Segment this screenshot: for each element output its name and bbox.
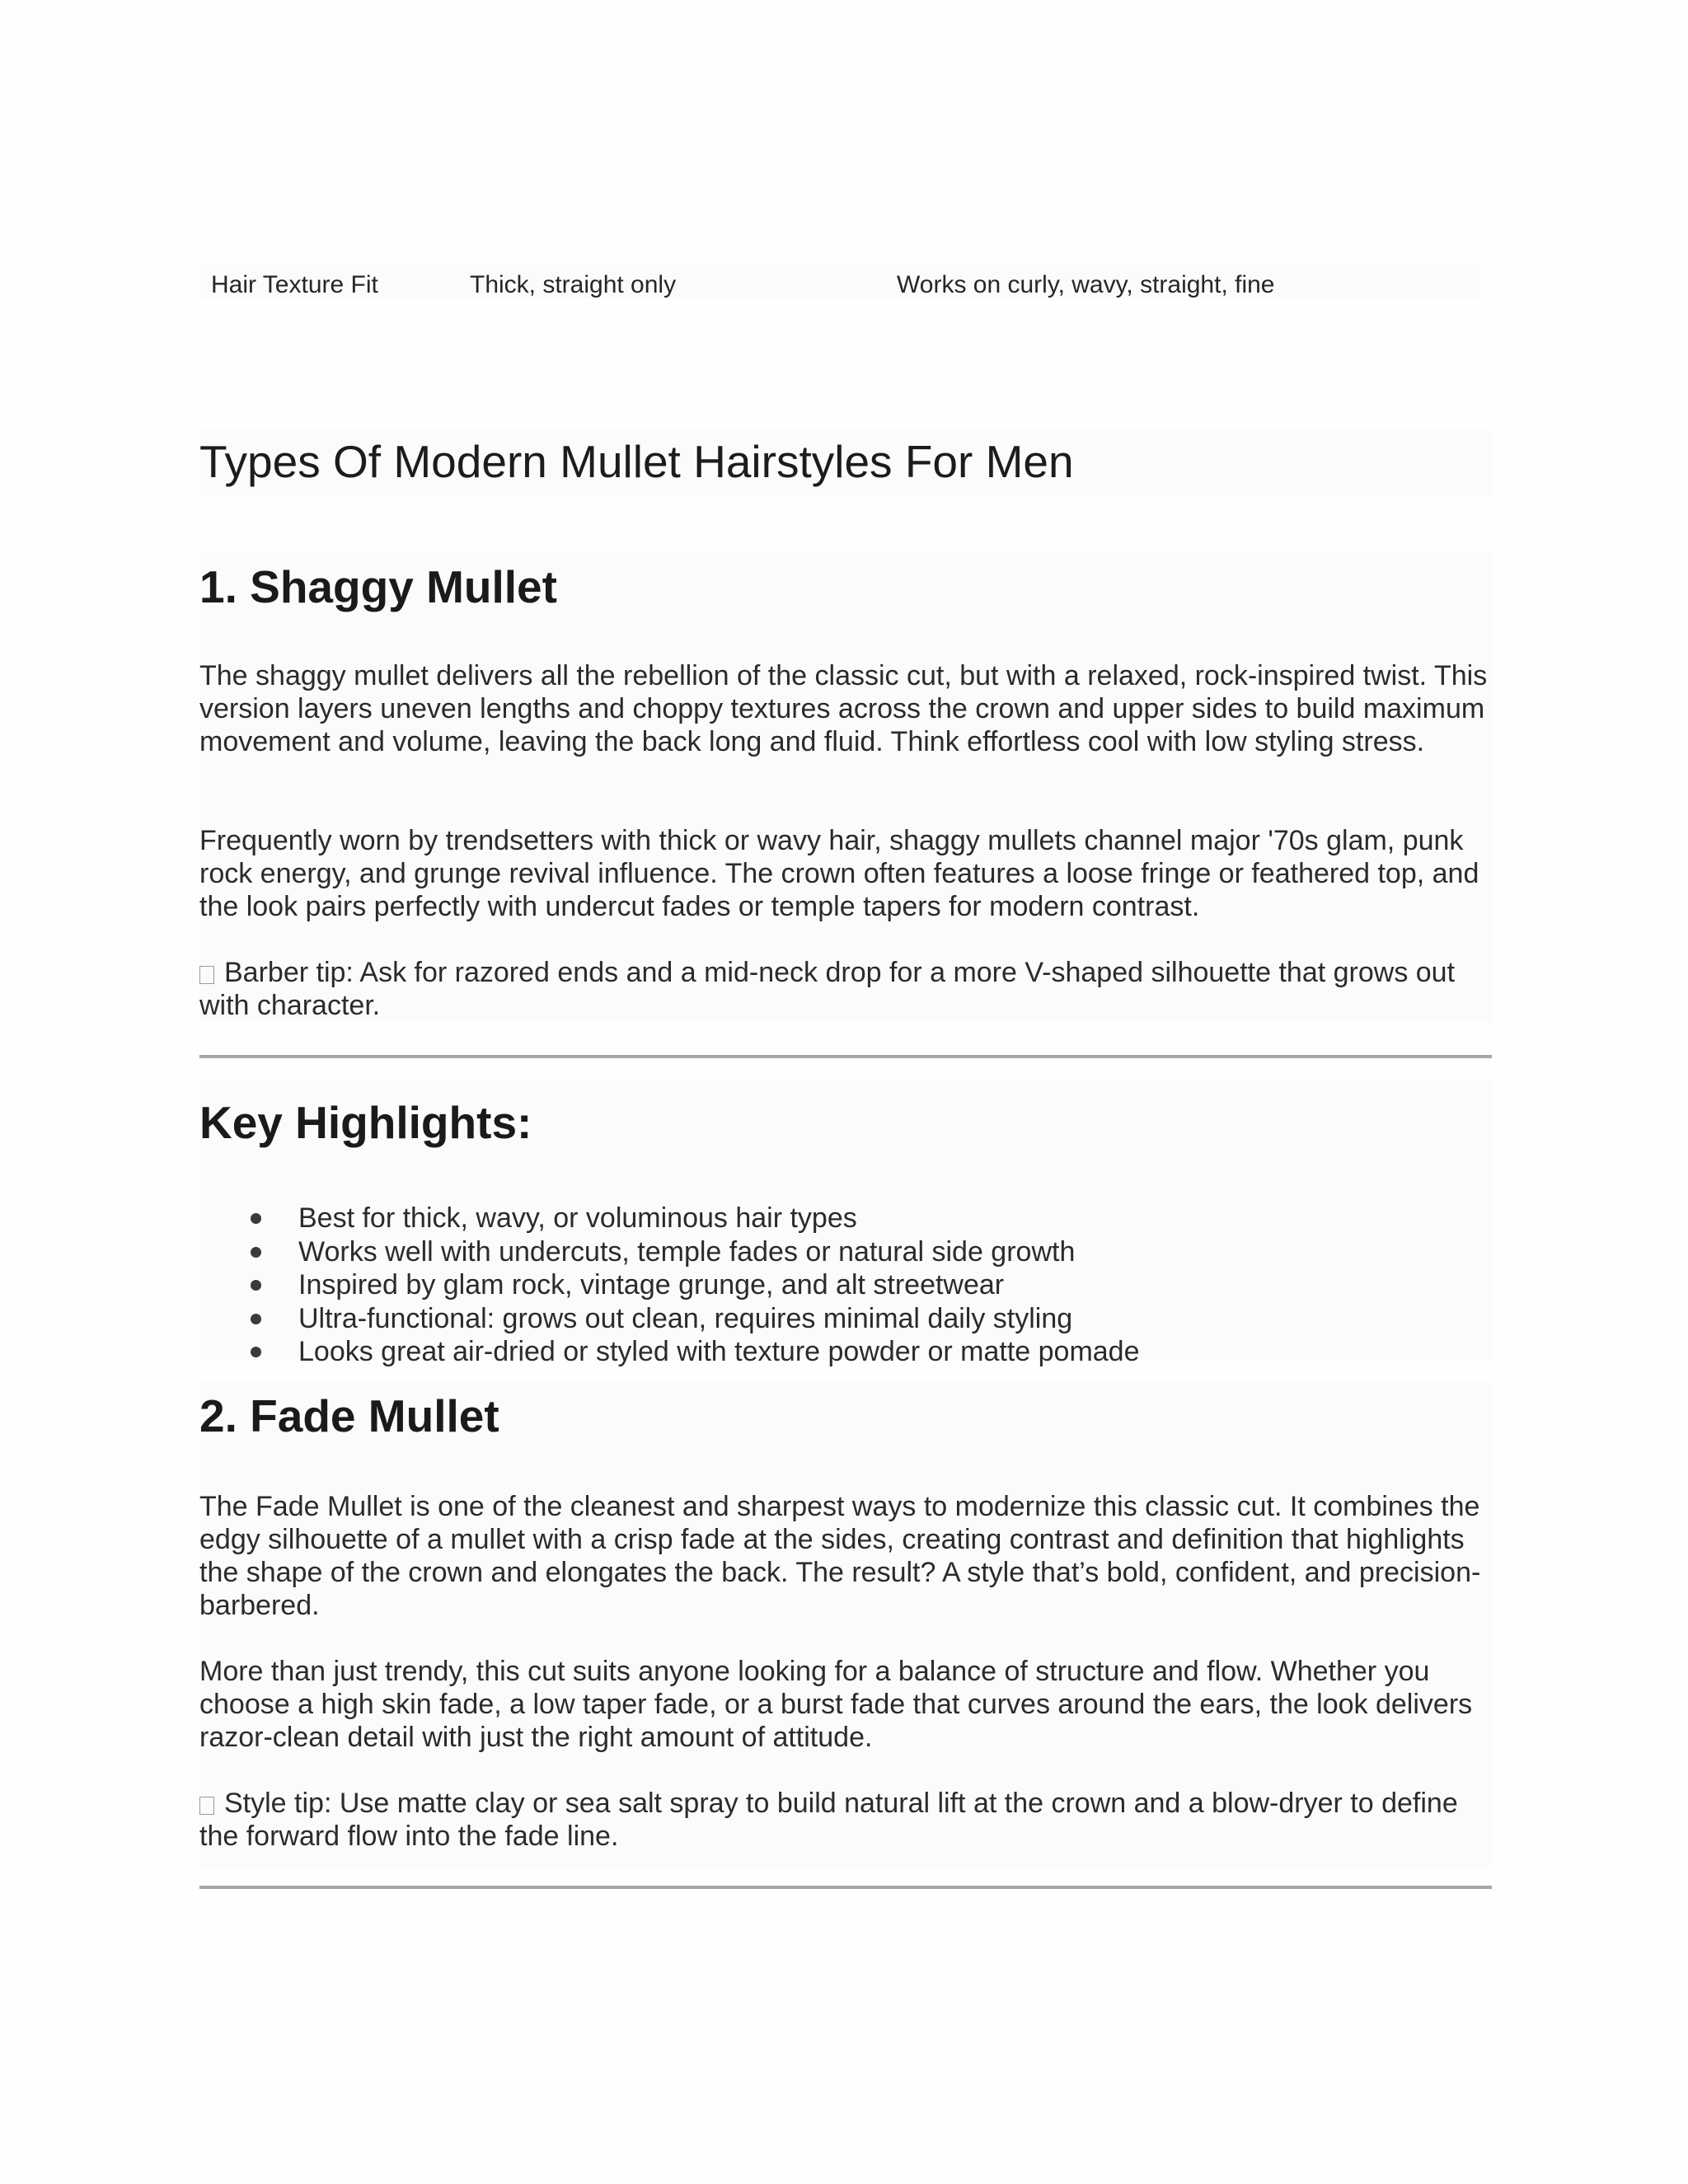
list-item-text: Inspired by glam rock, vintage grunge, and alt streetwear: [298, 1269, 1005, 1301]
shaggy-mullet-band: [199, 551, 1492, 1022]
fade-mullet-heading: 2. Fade Mullet: [199, 1390, 499, 1441]
fade-mullet-paragraph-2: More than just trendy, this cut suits anyone looking for a balance of structure and flow. Whether you choose a high skin fade, a low taper fade, or a burst fade that curves around the ears, the look delivers razor-clean detail with just the right amount of attitude.: [199, 1656, 1473, 1753]
classic-mullet-cell: Thick, straight only: [470, 271, 677, 298]
missing-glyph-icon: [199, 1797, 214, 1815]
style-tip-text: Style tip: Use matte clay or sea salt spray to build natural lift at the crown and a blow-dryer to define the forward flow into the fade line.: [199, 1788, 1458, 1852]
key-highlights-list: [199, 1202, 1492, 1369]
shaggy-mullet-heading: 1. Shaggy Mullet: [199, 561, 557, 612]
section-title: Types Of Modern Mullet Hairstyles For Men: [199, 436, 1074, 487]
section-divider: [199, 1055, 1492, 1058]
style-tip: [199, 1787, 1492, 1853]
list-item-text: Looks great air-dried or styled with texture powder or matte pomade: [298, 1336, 1140, 1367]
section-divider: [199, 1886, 1492, 1889]
bullet-icon: [251, 1314, 261, 1324]
bullet-icon: [251, 1213, 261, 1224]
list-item-text: Works well with undercuts, temple fades or natural side growth: [298, 1235, 1076, 1268]
bullet-icon: [251, 1347, 261, 1357]
list-item-text: Ultra-functional: grows out clean, requires minimal daily styling: [298, 1302, 1073, 1334]
shaggy-mullet-paragraph-1: The shaggy mullet delivers all the rebellion of the classic cut, but with a relaxed, rock-inspired twist. This version layers uneven lengths and choppy textures across the crown and upper sides to build maximum movement and volume, leaving the back long and fluid. Think effortless cool with low styling stress.: [199, 660, 1488, 757]
list-item: [199, 1335, 1492, 1369]
list-item: [199, 1268, 1492, 1302]
list-item-text: Best for thick, wavy, or voluminous hair types: [298, 1202, 857, 1234]
list-item: [199, 1235, 1492, 1269]
shaggy-mullet-paragraph-2: Frequently worn by trendsetters with thick or wavy hair, shaggy mullets channel major '70s glam, punk rock energy, and grunge revival influence. The crown often features a loose fringe or feathered top, and the look pairs perfectly with undercut fades or temple tapers for modern contrast.: [199, 825, 1479, 922]
bullet-icon: [251, 1280, 261, 1291]
barber-tip-text: Barber tip: Ask for razored ends and a mid-neck drop for a more V-shaped silhouette that grows out with character.: [199, 957, 1456, 1021]
barber-tip: [199, 956, 1492, 1022]
fade-mullet-paragraph-1: The Fade Mullet is one of the cleanest and sharpest ways to modernize this classic cut. It combines the edgy silhouette of a mullet with a crisp fade at the sides, creating contrast and definition that highlights the shape of the crown and elongates the back. The result? A style that’s bold, confident, and precision-barbered.: [199, 1491, 1481, 1621]
missing-glyph-icon: [199, 966, 214, 984]
comparison-table-row: [199, 265, 1479, 298]
modern-mullet-cell: Works on curly, wavy, straight, fine: [897, 271, 1275, 298]
list-item: [199, 1302, 1492, 1336]
row-label-cell: Hair Texture Fit: [211, 271, 378, 298]
key-highlights-heading: Key Highlights:: [199, 1097, 532, 1148]
list-item: [199, 1202, 1492, 1235]
bullet-icon: [251, 1247, 261, 1258]
